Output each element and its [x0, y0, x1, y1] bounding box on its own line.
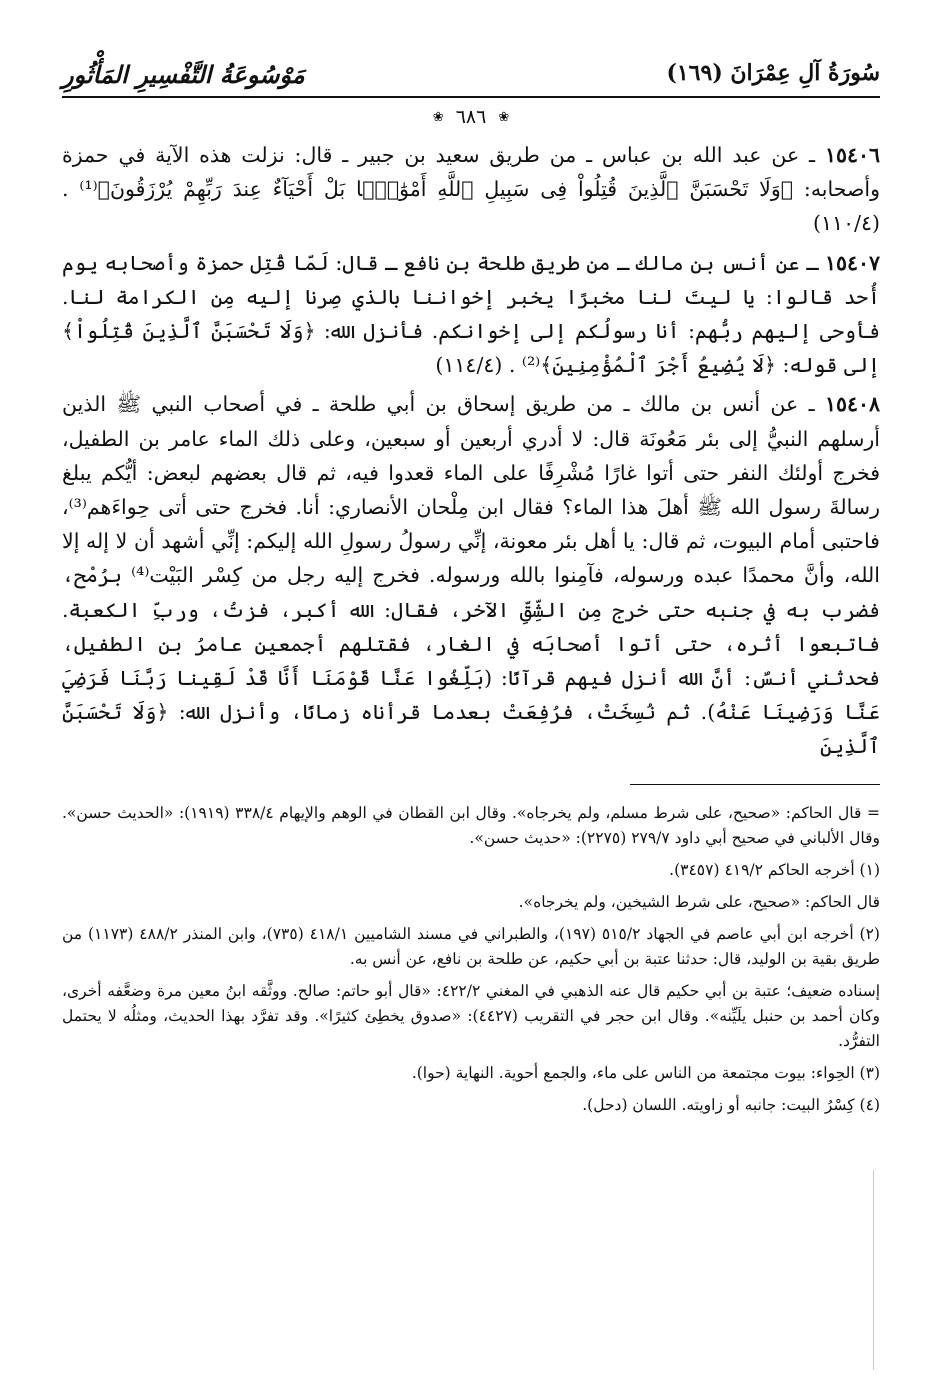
document-page — [62, 56, 880, 1125]
footnote: (١) أخرجه الحاكم ٤١٩/٢ (٣٤٥٧). — [669, 860, 880, 879]
hadith-paragraph — [62, 138, 880, 241]
ornament-icon: ❀ — [498, 110, 510, 125]
page-number-row — [62, 104, 880, 130]
main-text — [62, 138, 880, 764]
surah-title: سُورَةُ آلِ عِمْرَانَ (١٦٩) — [666, 60, 880, 86]
footnote: (٢) أخرجه ابن أبي عاصم في الجهاد ٥١٥/٢ (١٩٧)، والطبراني في مسند الشاميين ٤١٨/١ (٧٣٥)، وابن المنذر ٤٨٨/٢ (١١٧٣) من طريق بقية بن الوليد، قال: حدثنا عتبة بن أبي حكيم، عن طلحة بن نافع، عن أنس به. — [62, 924, 880, 968]
hadith-number: ١٥٤٠٦ — [824, 143, 880, 167]
footnote-separator — [630, 784, 880, 785]
hadith-text: ـ عن عبد الله بن عباس ـ من طريق سعيد بن جبير ـ قال: نزلت هذه الآية في حمزة وأصحابه: ﴿وَلَا تَحْسَبَنَّ ٱلَّذِينَ قُتِلُواْ فِى سَبِيلِ ٱللَّهِ أَمْوَٰتًۢا بَلْ أَحْيَآءٌ عِندَ رَبِّهِمْ يُرْزَقُونَ﴾⁽¹⁾ . (١١٠/٤) — [62, 143, 880, 236]
footnote: قال الحاكم: «صحيح، على شرط الشيخين، ولم يخرجاه». — [518, 892, 880, 911]
hadith-text: ـ عن أنس بن مالك ـ من طريق إسحاق بن أبي طلحة ـ في أصحاب النبي ﷺ الذين أرسلهم النبيُّ إلى بئر مَعُونَة قال: لا أدري أربعين أو سبعين، وعلى ذلك الماء عامر بن الطفيل، فخرج أولئك النفر حتى أتوا غارًا مُشْرِفًا على الماء قعدوا فيه، ثم قال بعضهم لبعض: أيُّكم يبلغ رسالةَ رسول الله ﷺ أهلَ هذا الماء؟ فقال ابن مِلْحان الأنصاري: أنا. فخرج حتى أتى حِواءَهم⁽³⁾، فاحتبى أمام البيوت، ثم قال: يا أهل بئر معونة، إنِّي رسولُ رسولِ الله إليكم: إنِّي أشهد أن لا إله إلا الله، وأنَّ محمدًا عبده ورسوله، فآمِنوا بالله ورسوله. فخرج إليه رجل من كِسْر البَيْت⁽⁴⁾ برُمْح، فضرب به في جنبه حتى خرج مِن الشِّقِّ الآخر، فقال: الله أكبر، فزتُ، وربِّ الكعبة. فاتبعوا أثره، حتى أتوا أصحابَه في الغار، فقتلهم أجمعين عامرُ بن الطفيل، فحدثني أنسٌ: أنَّ الله أنزل فيهم قرآنًا: (بَلِّغُوا عَنَّا قَوْمَنَا أَنَّا قَدْ لَقِينا رَبَّنَا فَرَضِيَ عَنَّا وَرَضِينَا عَنْهُ). ثم نُسِخَتْ، فرُفِعَتْ بعدما قرأناه زمانًا، وأنزل الله: ﴿وَلَا تَحْسَبَنَّ ٱلَّذِينَ — [62, 392, 880, 759]
footnote: = قال الحاكم: «صحيح، على شرط مسلم، ولم يخرجاه». وقال ابن القطان في الوهم والإيهام ٣٣٨/٤ (١٩١٩): «الحديث حسن». وقال الألباني في صحيح أبي داود ٢٧٩/٧ (٢٢٧٥): «حديث حسن». — [62, 803, 880, 847]
footnote: (٣) الحِواء: بيوت مجتمعة من الناس على ماء، والجمع أحوية. النهاية (حوا). — [411, 1063, 880, 1082]
hadith-text: ـ عن أنس بن مالك ـ من طريق طلحة بن نافع ـ قال: لَمّا قُتِل حمزة وأصحابه يوم أُحد قالوا: يا ليتَ لنا مخبرًا يخبر إخواننا بالذي صِرنا إليه مِن الكرامة لنا. فأوحى إليهم ربُّهم: أنا رسولُكم إلى إخوانكم. فأنزل الله: ﴿وَلَا تَحْسَبَنَّ ٱلَّذِينَ قُتِلُواْ﴾ إلى قوله: ﴿لَا يُضِيعُ أَجْرَ ٱلْمُؤْمِنِينَ﴾⁽²⁾ . (١١٤/٤) — [62, 250, 880, 378]
hadith-paragraph — [62, 246, 880, 383]
hadith-number: ١٥٤٠٨ — [824, 392, 880, 417]
page-header — [62, 56, 880, 98]
ornament-icon: ❀ — [432, 110, 444, 125]
page-edge-line — [873, 1170, 874, 1370]
footnote: (٤) كِسْرُ البيت: جانبه أو زاويته. اللسان (دحل). — [582, 1095, 880, 1114]
page-number: ٦٨٦ — [455, 106, 487, 128]
hadith-number: ١٥٤٠٧ — [824, 250, 880, 275]
footnote: إسناده ضعيف؛ عتبة بن أبي حكيم قال عنه الذهبي في المغني ٤٢٢/٢: «قال أبو حاتم: صالح. ووثَّقه ابنُ معين مرة وضعَّفه أخرى، وكان أحمد بن حنبل يلَيِّنه». وقال ابن حجر في التقريب (٤٤٢٧): «صدوق يخطِئ كثيرًا». وقد تفرَّد بهذا الحديث، ومثلُه لا يحتمل التفرُّد. — [62, 981, 880, 1050]
hadith-paragraph — [62, 387, 880, 763]
book-title: مَوْسُوعَةُ التَّفْسِيرِ المَأْثُورِ — [62, 60, 305, 89]
footnotes — [62, 801, 880, 1118]
